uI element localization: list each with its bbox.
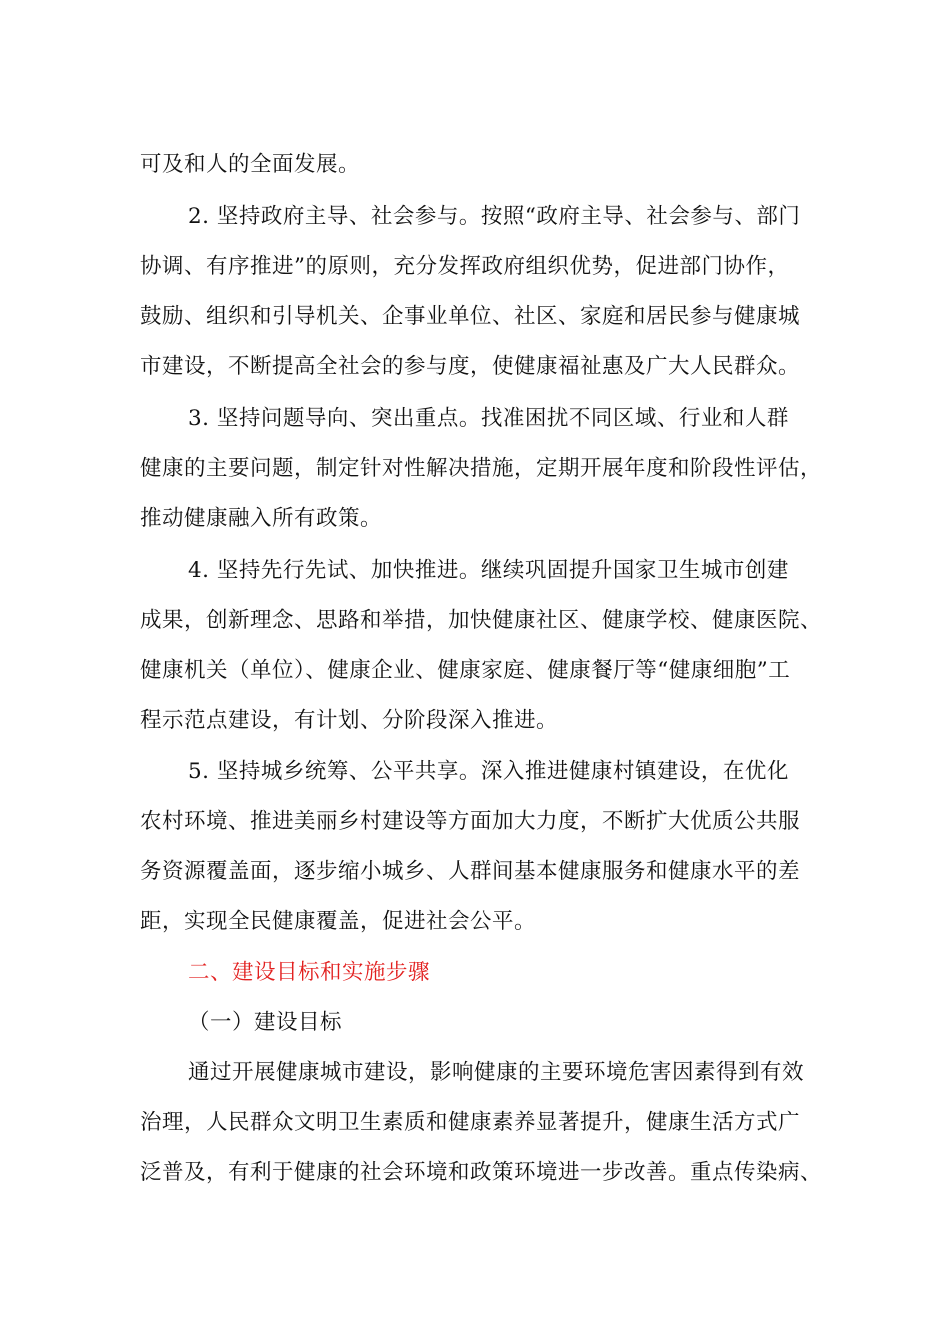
paragraph-line: 健康的主要问题，制定针对性解决措施，定期开展年度和阶段性评估， xyxy=(140,456,823,481)
paragraph-line: 可及和人的全面发展。 xyxy=(140,152,361,177)
paragraph-line: 健康机关（单位）、健康企业、健康家庭、健康餐厅等“健康细胞”工 xyxy=(140,658,791,683)
subsection-heading: （一）建设目标 xyxy=(188,1010,343,1035)
paragraph-line: 农村环境、推进美丽乡村建设等方面加大力度，不断扩大优质公共服 xyxy=(140,809,801,834)
paragraph-line: 鼓励、组织和引导机关、企事业单位、社区、家庭和居民参与健康城 xyxy=(140,304,801,329)
paragraph-line: 泛普及，有利于健康的社会环境和政策环境进一步改善。重点传染病、 xyxy=(140,1160,823,1185)
paragraph-line: 务资源覆盖面，逐步缩小城乡、人群间基本健康服务和健康水平的差 xyxy=(140,859,801,884)
paragraph-line: 5. 坚持城乡统筹、公平共享。深入推进健康村镇建设，在优化 xyxy=(188,759,789,784)
paragraph-line: 程示范点建设，有计划、分阶段深入推进。 xyxy=(140,708,559,733)
paragraph-line: 成果，创新理念、思路和举措，加快健康社区、健康学校、健康医院、 xyxy=(140,608,823,633)
paragraph-line: 3. 坚持问题导向、突出重点。找准困扰不同区域、行业和人群 xyxy=(188,406,789,431)
paragraph-line: 市建设，不断提高全社会的参与度，使健康福祉惠及广大人民群众。 xyxy=(140,354,801,379)
paragraph-line: 通过开展健康城市建设，影响健康的主要环境危害因素得到有效 xyxy=(188,1060,805,1085)
paragraph-line: 推动健康融入所有政策。 xyxy=(140,506,383,531)
paragraph-line: 协调、有序推进”的原则，充分发挥政府组织优势，促进部门协作， xyxy=(140,254,790,279)
paragraph-line: 距，实现全民健康覆盖，促进社会公平。 xyxy=(140,909,537,934)
paragraph-line: 2. 坚持政府主导、社会参与。按照“政府主导、社会参与、部门 xyxy=(188,204,801,229)
section-heading: 二、建设目标和实施步骤 xyxy=(188,960,431,985)
paragraph-line: 治理，人民群众文明卫生素质和健康素养显著提升，健康生活方式广 xyxy=(140,1110,801,1135)
paragraph-line: 4. 坚持先行先试、加快推进。继续巩固提升国家卫生城市创建 xyxy=(188,558,789,583)
